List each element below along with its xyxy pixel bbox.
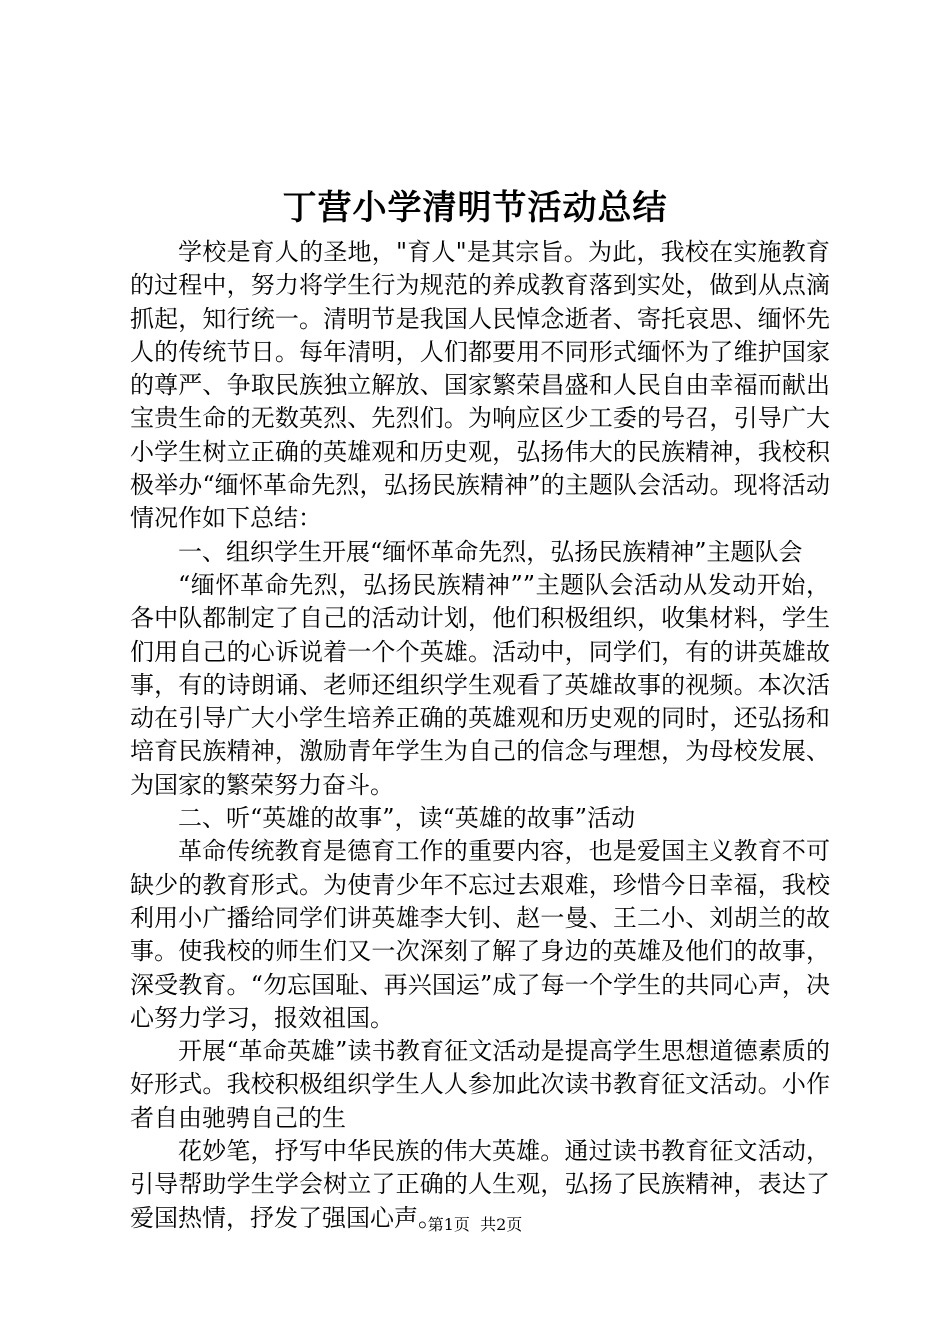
document-body <box>130 236 830 1235</box>
paragraph-section-2a: 革命传统教育是德育工作的重要内容，也是爱国主义教育不可缺少的教育形式。为使青少年不忘过去艰难，珍惜今日幸福，我校利用小广播给同学们讲英雄李大钊、赵一曼、王二小、刘胡兰的故事。使我校的师生们又一次深刻了解了身边的英雄及他们的故事，深受教育。“勿忘国耻、再兴国运”成了每一个学生的共同心声，决心努力学习，报效祖国。 <box>130 837 830 1032</box>
paragraph-section-2b: 开展“革命英雄”读书教育征文活动是提高学生思想道德素质的好形式。我校积极组织学生人人参加此次读书教育征文活动。小作者自由驰骋自己的生 <box>130 1037 830 1132</box>
section-heading-2: 二、听“英雄的故事”，读“英雄的故事”活动 <box>178 804 636 833</box>
paragraph-section-2c: 花妙笔，抒写中华民族的伟大英雄。通过读书教育征文活动，引导帮助学生学会树立了正确的人生观，弘扬了民族精神，表达了爱国热情，抒发了强国心声。 <box>130 1137 830 1232</box>
page-number-footer: 第1页 共2页 <box>427 1215 523 1234</box>
document-title: 丁营小学清明节活动总结 <box>282 188 668 228</box>
section-heading-1: 一、组织学生开展“缅怀革命先烈，弘扬民族精神”主题队会 <box>178 537 803 566</box>
paragraph-intro: 学校是育人的圣地，"育人"是其宗旨。为此，我校在实施教育的过程中，努力将学生行为规范的养成教育落到实处，做到从点滴抓起，知行统一。清明节是我国人民悼念逝者、寄托哀思、缅怀先人的传统节日。每年清明，人们都要用不同形式缅怀为了维护国家的尊严、争取民族独立解放、国家繁荣昌盛和人民自由幸福而献出宝贵生命的无数英烈、先烈们。为响应区少工委的号召，引导广大小学生树立正确的英雄观和历史观，弘扬伟大的民族精神，我校积极举办“缅怀革命先烈，弘扬民族精神”的主题队会活动。现将活动情况作如下总结： <box>130 238 830 533</box>
paragraph-section-1: “缅怀革命先烈，弘扬民族精神””主题队会活动从发动开始，各中队都制定了自己的活动计划，他们积极组织，收集材料，学生们用自己的心诉说着一个个英雄。活动中，同学们，有的讲英雄故事，有的诗朗诵、老师还组织学生观看了英雄故事的视频。本次活动在引导广大小学生培养正确的英雄观和历史观的同时，还弘扬和培育民族精神，激励青年学生为自己的信念与理想，为母校发展、为国家的繁荣努力奋斗。 <box>130 570 830 799</box>
